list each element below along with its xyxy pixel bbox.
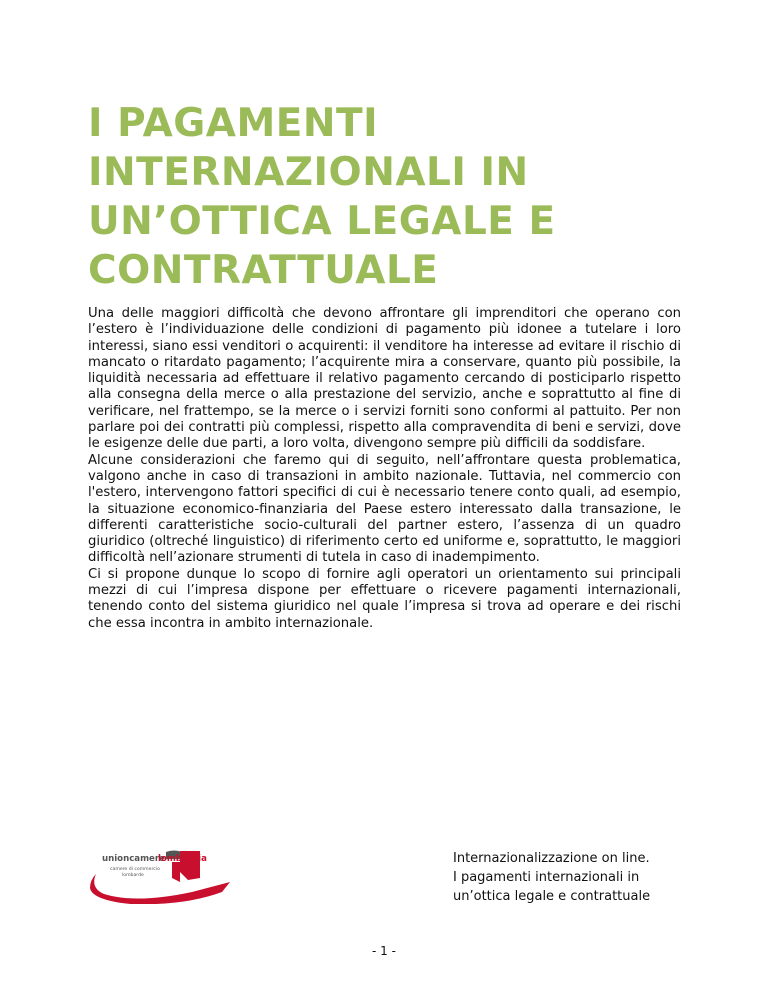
logo-name-part2: lombardia [158,854,207,864]
logo-subtitle-1: camere di commercio [110,867,160,872]
logo-subtitle-2: lombarde [122,873,144,878]
footer-line: I pagamenti internazionali in [453,870,640,885]
footer-note [453,849,693,906]
paragraph: Ci si propone dunque lo scopo di fornire agli operatori un orientamento sui principali mezzi di cui l’impresa dispone per effettuare o ricevere pagamenti internazionali, tenendo conto del sistema giuridico nel quale l’impresa si trova ad operare e dei rischi che essa incontra in ambito internazionale. [88,566,681,631]
footer-line: Internazionalizzazione on line. [453,851,650,866]
title-line: I PAGAMENTI [88,101,379,146]
paragraph: Alcune considerazioni che faremo qui di seguito, nell’affrontare questa problematica, valgono anche in caso di transazioni in ambito nazionale. Tuttavia, nel commercio con l'estero, intervengono fattori specifici di cui è necessario tenere conto quali, ad esempio, la situazione economico-finanziaria del Paese estero interessato dalla transazione, le differenti caratteristiche socio-culturali del partner estero, l’assenza di un quadro giuridico (oltreché linguistico) di riferimento certo ed uniforme e, soprattutto, le maggiori difficoltà nell’azionare strumenti di tutela in caso di inadempimento. [88,452,681,566]
logo-name-part1: unioncamere [102,854,165,864]
footer-line: un’ottica legale e contrattuale [453,889,651,904]
document-title [88,99,708,295]
title-line: INTERNAZIONALI IN [88,150,529,195]
title-line: UN’OTTICA LEGALE E [88,199,556,244]
page-number: - 1 - [372,944,396,958]
logo-swoosh-icon [90,874,230,904]
title-line: CONTRATTUALE [88,248,439,293]
body-text [88,306,681,632]
unioncamere-lombardia-logo [88,848,236,904]
paragraph: Una delle maggiori difficoltà che devono affrontare gli imprenditori che operano con l’estero è l’individuazione delle condizioni di pagamento più idonee a tutelare i loro interessi, siano essi venditori o acquirenti: il venditore ha interesse ad evitare il rischio di mancato o ritardato pagamento; l’acquirente mira a conservare, quanto più possibile, la liquidità necessaria ad effettuare il relativo pagamento cercando di posticiparlo rispetto alla consegna della merce o alla prestazione del servizio, anche e soprattutto al fine di verificare, nel frattempo, se la merce o i servizi forniti sono conformi al pattuito. Per non parlare poi dei contratti più complessi, rispetto alla compravendita di beni e servizi, dove le esigenze delle due parti, a loro volta, divengono sempre più difficili da soddisfare. [88,306,681,452]
